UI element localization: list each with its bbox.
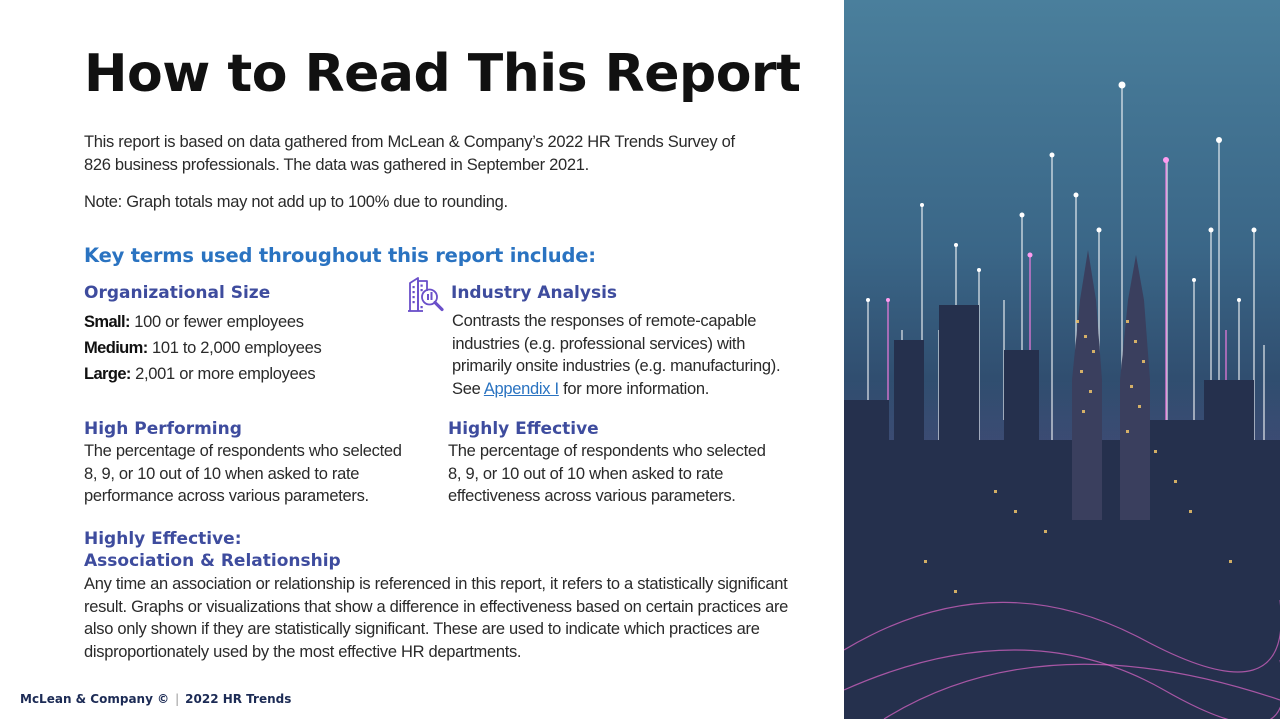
footer-report: 2022 HR Trends — [185, 692, 292, 706]
industry-line: primarily onsite industries (e.g. manufacturing). — [452, 357, 781, 375]
high-performing-heading: High Performing — [84, 419, 242, 439]
definition-line: The percentage of respondents who selected — [448, 442, 766, 460]
footer — [20, 692, 291, 706]
size-value: 100 or fewer employees — [134, 313, 304, 331]
definition-line: 8, 9, or 10 out of 10 when asked to rate — [84, 464, 360, 483]
association-heading: Highly Effective: — [84, 529, 242, 549]
industry-line — [452, 378, 780, 401]
org-size-list — [84, 309, 321, 387]
size-label: Medium: — [84, 339, 148, 357]
size-value: 2,001 or more employees — [135, 365, 316, 383]
intro-line: This report is based on data gathered from McLean & Company’s 2022 HR Trends Survey of — [84, 133, 735, 151]
size-label: Large: — [84, 365, 131, 383]
org-size-large — [84, 361, 321, 387]
association-line: disproportionately used by the most effective HR departments. — [84, 642, 522, 661]
intro-line: 826 business professionals. The data was gathered in September 2021. — [84, 155, 589, 174]
high-performing-text — [84, 440, 402, 508]
org-size-medium — [84, 335, 321, 361]
association-line: also only shown if they are statistically significant. These are used to indicate which practices are — [84, 620, 760, 638]
size-label: Small: — [84, 313, 130, 331]
definition-line: The percentage of respondents who selected — [84, 442, 402, 460]
footer-company: McLean & Company © — [20, 692, 170, 706]
highly-effective-heading: Highly Effective — [448, 419, 599, 439]
association-text — [84, 573, 788, 663]
rounding-note: Note: Graph totals may not add up to 100% due to rounding. — [84, 193, 508, 211]
association-line: Any time an association or relationship is referenced in this report, it refers to a statistically significant — [84, 575, 788, 593]
industry-line: Contrasts the responses of remote-capable — [452, 312, 757, 330]
association-subheading: Association & Relationship — [84, 551, 341, 571]
highly-effective-text — [448, 440, 766, 508]
page-title: How to Read This Report — [84, 44, 801, 104]
org-size-small — [84, 309, 321, 335]
intro-paragraph — [84, 131, 784, 176]
industry-line: industries (e.g. professional services) with — [452, 334, 746, 353]
city-skyline-photo — [844, 0, 1280, 719]
building-magnifier-icon — [407, 275, 445, 313]
key-terms-heading: Key terms used throughout this report include: — [84, 244, 596, 267]
definition-line: 8, 9, or 10 out of 10 when asked to rate — [448, 464, 724, 483]
definition-line: effectiveness across various parameters. — [448, 487, 736, 505]
definition-line: performance across various parameters. — [84, 487, 369, 505]
see-suffix: for more information. — [558, 379, 710, 398]
association-line: result. Graphs or visualizations that show a difference in effectiveness based on certain practices are — [84, 597, 789, 616]
industry-analysis-text — [452, 310, 780, 400]
footer-separator: | — [175, 692, 180, 706]
org-size-heading: Organizational Size — [84, 283, 271, 303]
appendix-link[interactable]: Appendix I — [483, 379, 559, 398]
industry-analysis-heading: Industry Analysis — [451, 283, 618, 303]
city-skyline-image — [844, 0, 1280, 719]
see-prefix: See — [452, 379, 484, 398]
size-value: 101 to 2,000 employees — [151, 339, 322, 357]
